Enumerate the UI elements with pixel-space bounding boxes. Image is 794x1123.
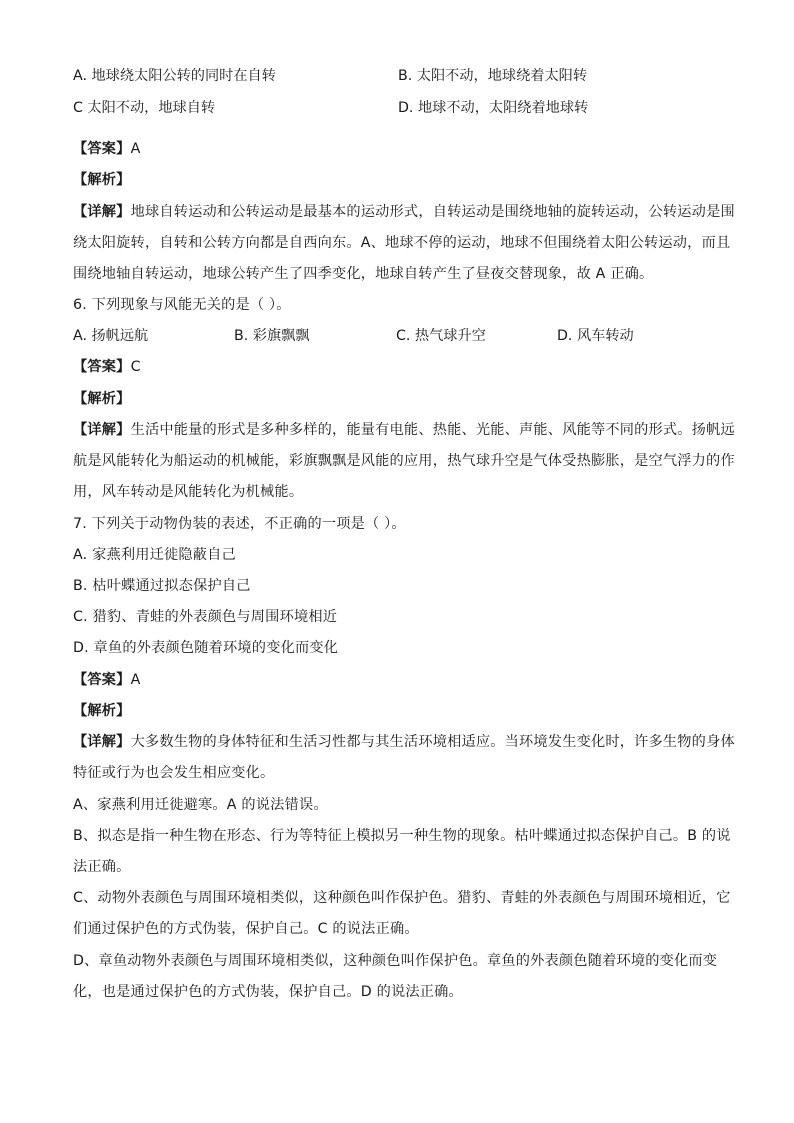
q5-detail-line bbox=[73, 202, 735, 222]
q5-option-b: B. 太阳不动，地球绕着太阳转 bbox=[398, 68, 588, 84]
q7-detail-line bbox=[73, 732, 735, 752]
answer-value: A bbox=[130, 141, 141, 157]
q7-detail-line: 法正确。 bbox=[73, 859, 131, 875]
q5-option-c: C 太阳不动，地球自转 bbox=[73, 100, 216, 116]
q6-option-b: B. 彩旗飘飘 bbox=[234, 328, 310, 344]
q6-answer bbox=[73, 357, 724, 377]
q5-analysis bbox=[73, 170, 724, 190]
analysis-tag: 【解析】 bbox=[73, 391, 131, 407]
answer-tag: 【答案】 bbox=[73, 672, 131, 688]
detail-text: 大多数生物的身体特征和生活习性都与其生活环境相适应。当环境发生变化时，许多生物的身体 bbox=[130, 734, 735, 750]
q7-detail-line: D、章鱼动物外表颜色与周围环境相类似，这种颜色叫作保护色。章鱼的外表颜色随着环境的变化而变 bbox=[73, 953, 718, 969]
q7-answer bbox=[73, 670, 724, 690]
q7-detail-line: 化，也是通过保护色的方式伪装，保护自己。D 的说法正确。 bbox=[73, 984, 463, 1000]
q7-detail-line: C、动物外表颜色与周围环境相类似，这种颜色叫作保护色。猎豹、青蛙的外表颜色与周围环境相近，它 bbox=[73, 890, 731, 906]
q6-detail-line: 航是风能转化为船运动的机械能，彩旗飘飘是风能的应用，热气球升空是气体受热膨胀，是空气浮力的作 bbox=[73, 453, 735, 469]
detail-text: 生活中能量的形式是多种多样的，能量有电能、热能、光能、声能、风能等不同的形式。扬帆远 bbox=[130, 422, 735, 438]
detail-tag: 【详解】 bbox=[73, 734, 131, 750]
detail-tag: 【详解】 bbox=[73, 204, 131, 220]
q6-stem: 6. 下列现象与风能无关的是（ ）。 bbox=[73, 297, 291, 313]
answer-value: A bbox=[130, 672, 141, 688]
q6-option-a: A. 扬帆远航 bbox=[73, 328, 149, 344]
analysis-tag: 【解析】 bbox=[73, 703, 131, 719]
q5-answer bbox=[73, 139, 724, 159]
q7-detail-line: B、拟态是指一种生物在形态、行为等特征上模拟另一种生物的现象。枯叶蝶通过拟态保护自己。B 的说 bbox=[73, 828, 731, 844]
q7-option-c: C. 猎豹、青蛙的外表颜色与周围环境相近 bbox=[73, 609, 338, 625]
q7-detail-line: 特征或行为也会发生相应变化。 bbox=[73, 765, 275, 781]
q7-detail-line: A、家燕利用迁徙避寒。A 的说法错误。 bbox=[73, 797, 328, 813]
q5-option-a: A. 地球绕太阳公转的同时在自转 bbox=[73, 68, 276, 84]
q6-detail-line: 用，风车转动是风能转化为机械能。 bbox=[73, 484, 304, 500]
answer-tag: 【答案】 bbox=[73, 359, 131, 375]
q5-detail-line: 围绕地轴自转运动，地球公转产生了四季变化，地球自转产生了昼夜交替现象，故 A 正确。 bbox=[73, 266, 654, 282]
q5-detail-line: 绕太阳旋转，自转和公转方向都是自西向东。A、地球不停的运动，地球不但围绕着太阳公转运动，而且 bbox=[73, 235, 731, 251]
q6-option-d: D. 风车转动 bbox=[557, 328, 634, 344]
answer-value: C bbox=[130, 359, 141, 375]
q7-stem: 7. 下列关于动物伪装的表述，不正确的一项是（ ）。 bbox=[73, 516, 406, 532]
analysis-tag: 【解析】 bbox=[73, 172, 131, 188]
q7-detail-line: 们通过保护色的方式伪装，保护自己。C 的说法正确。 bbox=[73, 921, 419, 937]
q6-option-c: C. 热气球升空 bbox=[396, 328, 486, 344]
q7-analysis bbox=[73, 701, 724, 721]
q6-detail-line bbox=[73, 420, 735, 440]
q6-analysis bbox=[73, 389, 724, 409]
q7-option-b: B. 枯叶蝶通过拟态保护自己 bbox=[73, 578, 251, 594]
q7-option-a: A. 家燕利用迁徙隐蔽自己 bbox=[73, 547, 236, 563]
q7-option-d: D. 章鱼的外表颜色随着环境的变化而变化 bbox=[73, 640, 339, 656]
detail-tag: 【详解】 bbox=[73, 422, 131, 438]
q5-option-d: D. 地球不动，太阳绕着地球转 bbox=[398, 100, 589, 116]
detail-text: 地球自转运动和公转运动是最基本的运动形式，自转运动是围绕地轴的旋转运动，公转运动是围 bbox=[130, 204, 735, 220]
answer-tag: 【答案】 bbox=[73, 141, 131, 157]
